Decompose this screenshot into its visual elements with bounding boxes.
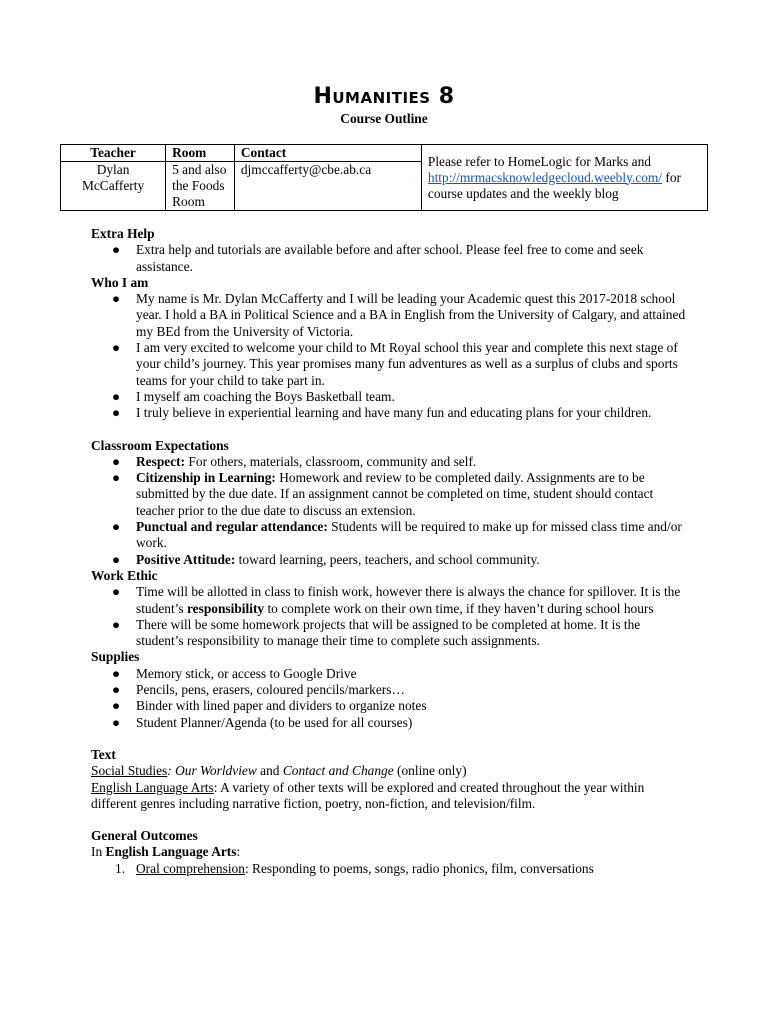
expectations-list bbox=[91, 454, 691, 568]
teacher-name: Dylan McCafferty bbox=[61, 162, 166, 211]
supplies-heading: Supplies bbox=[91, 649, 140, 665]
list-item: ● Respect: For others, materials, classroom, community and self. bbox=[112, 453, 477, 469]
extra-help-heading: Extra Help bbox=[91, 226, 155, 241]
work-ethic-list bbox=[91, 584, 691, 649]
bullet-icon: ● bbox=[112, 682, 121, 698]
bullet-icon: ● bbox=[112, 405, 121, 421]
list-item: ● Citizenship in Learning: Homework and review to be completed daily. Assignments are to be submitted by the due date. If an assignment cannot be completed on time, student should contact teacher prior to the due date to discuss an extension. bbox=[112, 470, 654, 518]
document-body bbox=[91, 226, 691, 877]
contact-header: Contact bbox=[234, 145, 421, 162]
list-item: ● Student Planner/Agenda (to be used for all courses) bbox=[112, 714, 413, 730]
work-ethic-heading: Work Ethic bbox=[91, 567, 158, 583]
list-item: ● Pencils, pens, erasers, coloured pencils/markers… bbox=[112, 682, 405, 698]
list-item: ● Punctual and regular attendance: Students will be required to make up for missed class time and/or work. bbox=[112, 519, 682, 551]
bullet-icon: ● bbox=[112, 698, 121, 714]
who-i-am-list bbox=[91, 291, 691, 421]
list-item: ● My name is Mr. Dylan McCafferty and I will be leading your Academic quest this 2017-2018 school year. I hold a BA in Political Science and a BA in English from the University of Calgary, and attained my BEd from the University of Victoria. bbox=[112, 291, 686, 339]
outcomes-intro: In English Language Arts: bbox=[91, 844, 241, 860]
bullet-icon: ● bbox=[112, 519, 121, 535]
bullet-icon: ● bbox=[112, 616, 121, 632]
bullet-icon: ● bbox=[112, 551, 121, 567]
list-item: 1. Oral comprehension: Responding to poems, songs, radio phonics, film, conversations bbox=[115, 860, 594, 876]
supplies-list bbox=[91, 666, 691, 731]
ela-texts: English Language Arts: A variety of other texts will be explored and created throughout the year within different genres including narrative fiction, poetry, non-fiction, and television/film. bbox=[91, 779, 645, 811]
blog-link[interactable]: http://mrmacsknowledgecloud.weebly.com/ bbox=[427, 169, 663, 185]
text-heading: Text bbox=[91, 746, 116, 762]
bullet-icon: ● bbox=[112, 665, 121, 681]
list-item: ● Extra help and tutorials are available before and after school. Please feel free to come and seek assistance. bbox=[112, 242, 644, 274]
list-item: ● I truly believe in experiential learning and have many fun and educating plans for your children. bbox=[112, 405, 652, 421]
extra-help-list bbox=[91, 242, 691, 275]
bullet-icon: ● bbox=[112, 453, 121, 469]
list-item: ● Memory stick, or access to Google Drive bbox=[112, 665, 357, 681]
bullet-icon: ● bbox=[112, 388, 121, 404]
course-note-cell bbox=[421, 145, 707, 211]
page-subtitle: Course Outline bbox=[340, 111, 428, 126]
course-note-prefix: Please refer to HomeLogic for Marks and bbox=[427, 153, 651, 169]
course-info-table bbox=[60, 144, 708, 211]
bullet-icon: ● bbox=[112, 584, 121, 600]
room-header: Room bbox=[166, 145, 235, 162]
room-value: 5 and also the Foods Room bbox=[166, 162, 235, 211]
bullet-icon: ● bbox=[112, 470, 121, 486]
outcomes-heading: General Outcomes bbox=[91, 828, 198, 844]
who-i-am-heading: Who I am bbox=[91, 274, 149, 290]
list-item: ● I am very excited to welcome your child to Mt Royal school this year and complete this next stage of your child’s journey. This year promises many fun adventures as well as a surplus of clubs and sports teams for your child to take part in. bbox=[112, 340, 678, 388]
social-studies-texts: Social Studies: Our Worldview and Contact and Change (online only) bbox=[91, 763, 467, 779]
bullet-icon: ● bbox=[112, 291, 121, 307]
outcomes-list bbox=[91, 861, 691, 877]
course-note-suffix: for course updates and the weekly blog bbox=[427, 169, 681, 201]
list-item: ● Positive Attitude: toward learning, peers, teachers, and school community. bbox=[112, 551, 540, 567]
bullet-icon: ● bbox=[112, 340, 121, 356]
bullet-icon: ● bbox=[112, 242, 121, 258]
list-item: ● I myself am coaching the Boys Basketball team. bbox=[112, 388, 395, 404]
list-item: ● Binder with lined paper and dividers to organize notes bbox=[112, 698, 427, 714]
contact-email: djmccafferty@cbe.ab.ca bbox=[234, 162, 421, 211]
list-item: ● Time will be allotted in class to finish work, however there is always the chance for spillover. It is the student’s responsibility to complete work on their own time, if they haven’t during school hours bbox=[112, 584, 681, 616]
teacher-header: Teacher bbox=[61, 145, 166, 162]
list-item: ● There will be some homework projects that will be assigned to be completed at home. It is the student’s responsibility to manage their time to complete such assignments. bbox=[112, 616, 641, 649]
expectations-heading: Classroom Expectations bbox=[91, 437, 229, 453]
bullet-icon: ● bbox=[112, 714, 121, 730]
page-title: Humanities 8 bbox=[313, 84, 455, 109]
